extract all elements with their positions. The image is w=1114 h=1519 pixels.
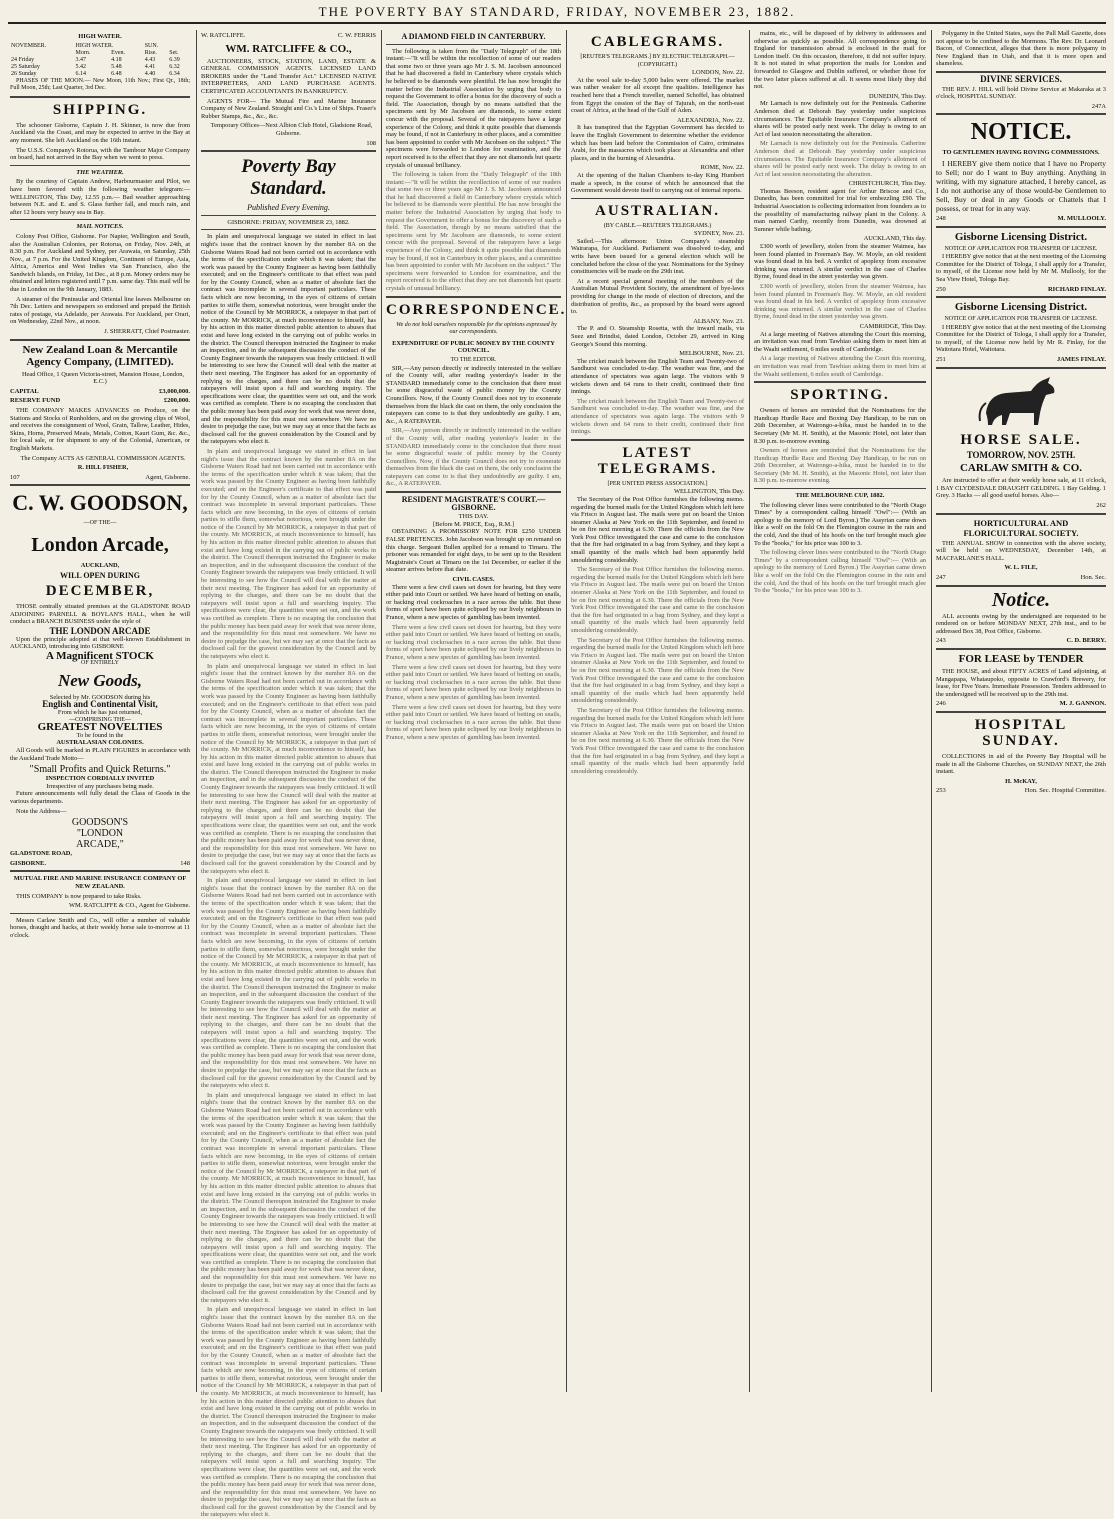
goodson-city: AUCKLAND, (80, 561, 120, 569)
goodson-comprising: —COMPRISING THE— (68, 716, 132, 723)
dateline: WELLINGTON, This Day. (674, 488, 744, 496)
divider (10, 219, 190, 220)
published-note: Published Every Evening. (247, 203, 330, 213)
licensing-text: I HEREBY give notice that at the next meeting of the Licensing Committee for the District of Tologa, I shall apply for a Transfer, to myself, of the License now held by Mr R. Finlay, for the Waitotara Hotel, Waitotara. (936, 323, 1106, 354)
dateline: ROME, Nov. 22. (700, 164, 744, 172)
goodson-text: THOSE centrally situated premises at the GLADSTONE ROAD ADJOINING PARNELL & BOYLAN'S HALL, when he will conduct a BRANCH BUSINESS under the style of (10, 603, 190, 626)
tide-table (10, 43, 190, 78)
divider (936, 113, 1106, 115)
ad-number: 108 (366, 139, 376, 147)
editorial-text: In plain and unequivocal language we stated in effect in last night's issue that the contract known by the number 8A on the Gisborne Waters Road had not been carried out in accordance with the terms of the specification under which it was taken; that the work was passed by the County Engineer as having been faithfully executed; and on the Engineer's certificate to that effect was paid for by the County Council, when as a matter of absolute fact the contract was incomplete in several important particulars. These facts which are now becoming, in the eyes of citizens of certain parties to stifle them, somewhat notorious, were brought under the notice of the Council by Mr MORRICK, a ratepayer in that part of the county. Mr MORRICK, at much inconvenience to himself, has by his action in this matter directed public attention to abuses that exist and have long existed in the carrying out of public works in the district. The Council thereupon instructed the Engineer to make an inspection, and in the subsequent discussion the conduct of the County Engineer towards the ratepayers was freely criticised. It will be interesting to see how the Council will deal with the matter at their next meeting. The Engineer has asked for an opportunity of replying to the charges, and there can be no doubt that the ratepayers will insist upon a full and searching inquiry. The specifications were clear, the quantities were set out, and the work was certified as complete. There is no escaping the conclusion that the public money has been paid away for work that was never done, and the responsibility for this must rest somewhere. We have no desire to prejudge the case, but we may say at once that the facts as disclosed call for the gravest consideration by the Council and by the ratepayers who elect it. (201, 877, 376, 1090)
tide-cell: 24 Friday (11, 56, 35, 63)
editorial-text: In plain and unequivocal language we stated in effect in last night's issue that the contract known by the number 8A on the Gisborne Waters Road had not been carried out in accordance with the terms of the specification under which it was taken; that the work was passed by the County Engineer as having been faithfully executed; and on the Engineer's certificate to that effect was paid for by the County Council, when as a matter of absolute fact the contract was incomplete in several important particulars. These facts which are now becoming, in the eyes of citizens of certain parties to stifle them, somewhat notorious, were brought under the notice of the Council by Mr MORRICK, a ratepayer in that part of the county. Mr MORRICK, at much inconvenience to himself, has by his action in this matter directed public attention to abuses that exist and have long existed in the carrying out of public works in the district. The Council thereupon instructed the Engineer to make an inspection, and in the subsequent discussion the conduct of the County Engineer towards the ratepayers was freely criticised. It will be interesting to see how the Council will deal with the matter at their next meeting. The Engineer has asked for an opportunity of replying to the charges, and there can be no doubt that the ratepayers will insist upon a full and searching inquiry. The specifications were clear, the quantities were set out, and the work was certified as complete. There is no escaping the conclusion that the public money has been paid away for work that was never done, and the responsibility for this must rest somewhere. We have no desire to prejudge the case, but we may say at once that the facts as disclosed call for the gravest consideration by the Council and by the ratepayers who elect it. (201, 662, 376, 875)
notice2-text: ALL accounts owing by the undersigned are requested to be rendered on or before MONDAY NEXT, 27th inst., and to be addressed Box 38, Post Office, Gisborne. (936, 612, 1106, 635)
cable-text: The P. and O. Steamship Rosetta, with the inward mails, via Suez and Brindisi, dated London, October 29, arrived in King George's Sound this morning. (571, 325, 744, 348)
value: £3,000,000. (159, 387, 190, 395)
tide-cell: 4.41 (144, 63, 156, 70)
court-text: OBTAINING A PROMISSORY NOTE FOR £250 UNDER FALSE PRETENCES. John Jacobson was brought up on remand on this charge. Sergeant Bullen applied for a remand to Timaru. The prisoner was remanded for eight days, to be sent up to the Resident Magistrate's Court at Timaru on the 1st December, or earlier if the steamer arrives before that date. (386, 528, 561, 574)
hort-text: THE ANNUAL SHOW in connection with the above society, will be held on WEDNESDAY, December 14th, at MACFARLANE'S HALL. (936, 539, 1106, 562)
divider (10, 913, 190, 914)
column-5 (754, 30, 926, 1395)
column-rule (196, 30, 197, 1392)
horse-firm: CARLAW SMITH & CO. (959, 462, 1083, 475)
editorial-text: In plain and unequivocal language we stated in effect in last night's issue that the contract known by the number 8A on the Gisborne Waters Road had not been carried out in accordance with the terms of the specification under which it was taken; that the work was passed by the County Engineer as having been faithfully executed; and on the Engineer's certificate to that effect was paid for by the County Council, when as a matter of absolute fact the contract was incomplete in several important particulars. These facts which are now becoming, in the eyes of citizens of certain parties to stifle them, somewhat notorious, were brought under the notice of the Council by Mr MORRICK, a ratepayer in that part of the county. Mr MORRICK, at much inconvenience to himself, has by his action in this matter directed public attention to abuses that exist and have long existed in the carrying out of public works in the district. The Council thereupon instructed the Engineer to make an inspection, and in the subsequent discussion the conduct of the County Engineer towards the ratepayers was freely criticised. It will be interesting to see how the Council will deal with the matter at their next meeting. The Engineer has asked for an opportunity of replying to the charges, and there can be no doubt that the ratepayers will insist upon a full and searching inquiry. The specifications were clear, the quantities were set out, and the work was certified as complete. There is no escaping the conclusion that the public money has been paid away for work that was never done, and the responsibility for this must rest somewhere. We have no desire to prejudge the case, but we may say at once that the facts as disclosed call for the gravest consideration by the Council and by the ratepayers who elect it. (201, 233, 376, 446)
tide-row (10, 57, 190, 64)
correspondence-note: We do not hold ourselves responsible for the opinions expressed by our correspondents. (396, 321, 557, 336)
tide-subheader: Rise. (144, 49, 157, 56)
divider (936, 585, 1106, 587)
label: RESERVE FUND (10, 397, 61, 405)
correspondence-text: SIR,—Any person directly or indirectly interested in the welfare of the County will, after reading yesterday's leader in the STANDARD immediately come to the conclusion that there must be some disgraceful waste of public money by the County Councillors. Now, if the County Council does not try to exonerate themselves from the black die cast on them, the only conclusion the ratepayers can come to is that they undoubtedly are guilty. I am, &c., A RATEPAYER. (386, 427, 561, 488)
tide-cell: 25 Saturday (11, 63, 40, 70)
nzloan-reserve (10, 397, 190, 405)
divider (754, 381, 926, 383)
goodson-footer (10, 860, 190, 868)
firm-name: C. W. FERRIS (337, 32, 376, 39)
divider (936, 226, 1106, 228)
goodson-entirely: OF ENTIRELY (81, 660, 119, 667)
divider (754, 488, 926, 489)
tide-subheader: Even. (111, 49, 125, 56)
tide-cell: 6.48 (111, 70, 122, 77)
licensing-footer (936, 356, 1106, 364)
goodson-note: Note the Address— (16, 807, 67, 815)
nzloan-title: New Zealand Loan & Mercantile Agency Company, (LIMITED). (22, 343, 178, 368)
sporting-text: Owners of horses are reminded that the Nominations for the Handicap Hurdle Race and Boxing Day Handicap, to be run on 26th December, at Wairongo-a-hika, must be handed in to the Secretary (Mr M. H. Smith), at the Masonic Hotel, not later than 8.30 p.m. to-morrow evening. (754, 407, 926, 445)
tide-cell: 4.18 (111, 56, 122, 63)
court-before: [Before M. PRICE, Esq., R.M.] (433, 520, 514, 528)
masthead-rule (8, 22, 1106, 24)
cable-text: Sailed.—This afternoon: Union Company's steamship Wairarapa, for Auckland. Parliament was dissolved to-day, and writs have been issued for a general election which will be concluded before the close of the year. Nominations for the Sydney constituencies will be made on the 29th inst. (571, 237, 744, 276)
notice-text: I HEREBY give them notice that I have no Property to Sell; nor do I want to Buy anything. Anything in writing, with my signature attached, I hereby cancel, as I do not authorise any of those would-be Gentlemen to Sell, Buy or deal in any Goods or Chattels that I possess, or treat for in any way. (936, 158, 1106, 213)
notice2-signature: C. D. BERRY. (1066, 637, 1106, 645)
column-3 (386, 30, 567, 1395)
label: CAPITAL (10, 387, 39, 395)
dateline: ALBANY, Nov. 23. (693, 317, 744, 325)
firm-agents: AGENTS FOR— The Mutual Fire and Marine Insurance Company of New Zealand. Straight and Co.'s Line of Ships. Fraser's Rubber Stamps, &c., &c., &c. (201, 97, 376, 120)
divider (10, 96, 190, 98)
latest-byline: [PER UNITED PRESS ASSOCIATION.] (607, 480, 708, 487)
civil-text: There were a few civil cases set down for hearing, but they were either paid into Court or settled. We have heard of betting on snails, or backing rival cockroaches in a race across the table. But these forms of sport have been quite eclipsed by our lively neighbours in France, where a new species of gambling has been invented. (386, 703, 561, 741)
divider (10, 484, 190, 486)
licensing-text: I HEREBY give notice that at the next meeting of the Licensing Committee for the District of Tologa, I shall apply for a Transfer, to myself, of the License now held by Mr M. Mullooly, for the Sea View Hotel, Tologa Bay. (936, 253, 1106, 283)
ad-number: 248 (936, 214, 946, 222)
goodson-visit: English and Continental Visit, (42, 699, 158, 710)
tide-cell: 4.40 (144, 70, 156, 77)
lease-title: FOR LEASE by TENDER (958, 652, 1084, 665)
licensing-signature: JAMES FINLAY. (1056, 356, 1106, 364)
column-rule (931, 30, 932, 1392)
shipping-text: The U.S.S. Company's Rotorua, with the Tambour Major Company on board, had not arrived in the Bay when we went to press. (10, 146, 190, 162)
tide-cell: 4.43 (144, 56, 156, 63)
mail-text: Colony Post Office, Gisborne. For Napier, Wellington and South, also the Australian Colonies, per Rotorua, on Friday, Nov. 24th, at 8.30 p.m. For Auckland and Sydney, per Arawata, on Saturday, 25th Nov., at 7 p.m. For the United Kingdom, Continent of Europe, Asia, Africa, America and West Indies via San Francisco, also the Sandwich Islands, on Friday, 1st Dec., at 8 p.m. Money orders may be obtained and letters registered until 7 p.m. same day. This mail will be due in London on the 9th January, 1883. (10, 232, 190, 294)
hospital-title: HOSPITAL SUNDAY. (974, 716, 1068, 749)
divider (571, 198, 744, 199)
mutual-text: Messrs Carlaw Smith and Co., will offer a number of valuable horses, draught and hacks, at their weekly horse sale to-morrow at 11 o'clock. (10, 916, 190, 939)
civil-text: There were a few civil cases set down for hearing, but they were either paid into Court or settled. We have heard of betting on snails, or backing rival cockroaches in a race across the table. But these forms of sport have been quite eclipsed by our lively neighbours in France, where a new species of gambling has been invented. (386, 663, 561, 701)
cable-text: At a recent special general meeting of the members of the Australian Mutual Provident Society, the amendment of bye-laws providing for change in the mode of election of directors, and the distribution of profits, &c., as proposed by the board were agreed to. (571, 277, 744, 316)
firm-title: WM. RATCLIFFE & CO., (225, 42, 352, 55)
column-2 (201, 30, 376, 1519)
divine-text: THE REV. J. HILL will hold Divine Service at Makaraka at 3 o'clock, HOSPITAL SUNDAY. (936, 85, 1106, 101)
goodson-text: Upon the principle adopted at that well-known Establishment in AUCKLAND, introducing into GISBORNE (10, 635, 190, 651)
notice2-footer (936, 637, 1106, 645)
civil-text: There were a few civil cases set down for hearing, but they were either paid into Court or settled. We have heard of betting on snails, or backing rival cockroaches in a race across the table. But these forms of sport have been quite eclipsed by our lively neighbours in France, where a new species of gambling has been invented. (386, 583, 561, 621)
goodson-motto: "Small Profits and Quick Returns." (29, 764, 171, 776)
cup-title: THE MELBOURNE CUP, 1882. (795, 492, 885, 500)
mutual-text: THIS COMPANY is now prepared to take Risks. (16, 892, 142, 900)
tide-title: HIGH WATER. (78, 33, 122, 40)
firm-text: AUCTIONEERS, STOCK, STATION, LAND, ESTATE & GENERAL COMMISSION AGENTS. LICENSED LAND BROKERS under the "Land Transfer Act." LICENSED NATIVE INTERPRETERS, AND LAND PURCHASE AGENTS. CERTIFICATED ACCOUNTANTS IN BANKRUPTCY. (201, 57, 376, 95)
notice-title: NOTICE. (970, 119, 1072, 146)
lease-signature: M. J. GANNON. (1059, 700, 1106, 708)
divider (10, 339, 190, 341)
paper-title: Poverty Bay Standard. (241, 156, 336, 200)
goodson-address: GISBORNE. (10, 859, 46, 867)
tide-cell: 5.42 (75, 63, 86, 70)
news-text: Mr Larnach is now definitely out for the Peninsula. Catherine Anderson died at Deborah Bay yesterday under suspicious circumstances. The Equitable Insurance Company's allotment of shares will be posted early next week. The delay is owing to an Act of last session necessitating the alteration. (754, 140, 926, 178)
cable-text: The Secretary of the Post Office furnishes the following memo. regarding the burned mails for the United Kingdom which left here via Frisco in August last. The mails were put on board the Union steamer Alaska at New York on the 11th September, and found to be on fire next morning at 6.30. There the officials from the New York Post Office investigated the case and came to the conclusion that the fire had originated in a bag from Sydney, and they kept a small quantity of the mails which had been apparently held smouldering considerably. (571, 495, 744, 564)
goodson-colonies: AUSTRALASIAN COLONIES. (56, 739, 144, 747)
divider (386, 296, 561, 298)
tide-cell: 6.39 (169, 56, 180, 63)
goodson-of: —OF THE— (83, 520, 117, 527)
goodson-marked: All Goods will be marked in PLAIN FIGURES in accordance with the Auckland Trade Motto— (10, 747, 190, 762)
divider (10, 165, 190, 166)
licensing-title: Gisborne Licensing District. (954, 301, 1088, 314)
dateline: CHRISTCHURCH, This Day. (848, 180, 926, 188)
cable-text: The cricket match between the English Team and Twenty-two of Sandhurst was concluded to-day. The weather was fine, and the attendance of spectators was again large. The visitors with 9 wickets down and 64 runs to their credit, continued their first innings. (571, 397, 744, 436)
ad-number: 250 (936, 285, 946, 293)
cup-text: The following clever lines were contributed to the "North Otago Times" by a correspondent calling himself "Owl":— (With an apology to the memory of Lord Byron.) The Assyrian came down like a wolf on the fold On the Flemington course in the rain and the cold, And the thud of his hoofs on the turf brought much glee To the "books," for his price was 100 to 3. (754, 501, 926, 547)
tide-cell: 6.32 (169, 63, 180, 70)
australian-title: AUSTRALIAN. (595, 202, 720, 219)
dateline: ALEXANDRIA, Nov. 22. (677, 116, 744, 124)
correspondence-subtitle: EXPENDITURE OF PUBLIC MONEY BY THE COUNTY COUNCIL. (392, 339, 555, 355)
firm-name: W. RATCLIFFE. (201, 32, 246, 39)
goodson-goods: New Goods, (57, 670, 143, 690)
dateline: MELBOURNE, Nov. 23. (679, 350, 744, 358)
hospital-signature: H. McKAY, (1005, 777, 1037, 785)
ad-number: 253 (936, 787, 946, 795)
tide-cell: 26 Sunday (11, 70, 37, 77)
divider (936, 367, 1106, 369)
divider (936, 513, 1106, 515)
divine-title: DIVINE SERVICES. (980, 73, 1062, 84)
ad-number: 246 (936, 700, 946, 708)
divider (201, 150, 376, 152)
licensing-subtitle: NOTICE OF APPLICATION FOR TRANSFER OF LICENSE. (944, 316, 1098, 323)
nzloan-footer (10, 474, 190, 482)
weather-title: THE WEATHER. (76, 168, 124, 176)
correspondence-title: CORRESPONDENCE. (386, 301, 567, 318)
mail-text: A steamer of the Peninsular and Oriental line leaves Melbourne on 7th Dec. Letters and newspapers so endorsed and prepaid the British rates of postage, via Adelaide, per Arawata. For Auckland, per Orari, on Wednesday, 22nd Nov., at noon. (10, 295, 190, 326)
column-rule (381, 30, 382, 1392)
ad-number: 247A (1091, 102, 1106, 110)
news-text: mains, etc., will be disposed of by delivery to addressees and otherwise as quickly as possible. All correspondence going to England for transmission abroad is enclosed in the mail for London itself. On this occasion, therefore, it did not suffer injury. It is not stated in what proportion the mails for London and forwarded to Glasgow and Dublin suffered, or whether those for the two latter places suffered at all. It seems most likely they did not. (754, 30, 926, 91)
cablegrams-byline: [REUTER'S TELEGRAMS.] BY ELECTRIC TELEGRAPH.—(COPYRIGHT.) (580, 54, 735, 68)
goodson-returned: From which he has just returned, (57, 709, 143, 717)
goodson-found: To be found in the (76, 731, 124, 739)
horse-text: Are instructed to offer at their weekly horse sale, at 11 o'clock, 1 BAY CLYDESDALE DRAUGHT GELDING. 1 Bay Gelding. 1 Grey. 3 Hacks — all good useful horses. Also— (936, 477, 1106, 500)
dateline: CAMBRIDGE, This Day. (859, 322, 926, 330)
goodson-style: THE LONDON ARCADE (49, 625, 151, 636)
news-text: At a large meeting of Natives attending the Court this morning, an invitation was read from Tawhiao asking them to meet him at the Waahi settlement, 6 miles south of Cambridge. (754, 355, 926, 378)
news-text: Mr Larnach is now definitely out for the Peninsula. Catherine Anderson died at Deborah Bay yesterday under suspicious circumstances. The Equitable Insurance Company's allotment of shares will be posted early next week. The delay is owing to an Act of last session necessitating the alteration. (754, 100, 926, 138)
cup-text: The following clever lines were contributed to the "North Otago Times" by a correspondent calling himself "Owl":— (With an apology to the memory of Lord Byron.) The Assyrian came down like a wolf on the fold On the Flemington course in the rain and the cold, And the thud of his hoofs on the turf brought much glee To the "books," for his price was 100 to 3. (754, 549, 926, 595)
value: £200,000. (164, 397, 190, 405)
firm-names (201, 32, 376, 40)
divider (936, 648, 1106, 650)
horse-date: TOMORROW, NOV. 25TH. (966, 449, 1076, 460)
cable-text: The Secretary of the Post Office furnishes the following memo. regarding the burned mails for the United Kingdom which left here via Frisco in August last. The mails were put on board the Union steamer Alaska at New York on the 11th September, and found to be on fire next morning at 6.30. There the officials from the New York Post Office investigated the case and came to the conclusion that the fire had originated in a bag from Sydney, and they kept a small quantity of the mails which had been apparently held smouldering considerably. (571, 636, 744, 705)
horse-title: HORSE SALE. (960, 431, 1082, 448)
notice-subtitle: TO GENTLEMEN HAVING ROVING COMMISSIONS. (942, 149, 1100, 157)
tide-subheader: Set. (169, 49, 179, 56)
sporting-text: Owners of horses are reminded that the Nominations for the Handicap Hurdle Race and Boxing Day Handicap, to be run on 26th December, at Wairongo-a-hika, must be handed in to the Secretary (Mr M. H. Smith), at the Masonic Hotel, not later than 8.30 p.m. to-morrow evening. (754, 447, 926, 485)
shipping-text: The schooner Gisborne, Captain J. H. Skinner, is now due from Auckland via the Coast, and may be expected to arrive in the Bay at any moment. She left Auckland on the 16th instant. (10, 121, 190, 144)
horse-icon (976, 373, 1066, 428)
ad-number: 107 (10, 473, 20, 481)
sporting-title: SPORTING. (790, 387, 890, 404)
column-4 (571, 30, 744, 1395)
court-title: RESIDENT MAGISTRATE'S COURT.—GISBORNE. (401, 495, 546, 512)
divider (386, 491, 561, 493)
civil-text: There were a few civil cases set down for hearing, but they were either paid into Court or settled. We have heard of betting on snails, or backing rival cockroaches in a race across the table. But these forms of sport have been quite eclipsed by our lively neighbours in France, where a new species of gambling has been invented. (386, 623, 561, 661)
licensing-signature: RICHARD FINLAY. (1047, 285, 1106, 293)
cable-text: At the wool sale to-day 5,000 bales were offered. The market was rather weaker for all except fine qualities. Intelligence has reached here that a French traveller, named Schoffel, has obtained from Egypt the cession of the Bay of Tajurah, on the north-east coast of Africa, at the head of the Gulf of Aden. (571, 76, 744, 115)
goodson-month: DECEMBER, (45, 583, 155, 600)
hort-signature: W. L. FILE, (1004, 564, 1038, 572)
nzloan-text: THE COMPANY MAKES ADVANCES on Produce, on the Stations and Stocks of Runholders, and on the growing clips of Wool, and receives the consignment of Wool, Grain, Tallow, Leather, Hides, Skins, Horns, Preserved Meats, Metals, Cotton, Kauri Gum, &c. &c., for local sale, or for shipment to any of the Colonial, American, or English Markets. (10, 407, 190, 452)
goodson-stock: A Magnificent STOCK (46, 649, 154, 662)
lease-footer (936, 700, 1106, 708)
tide-subheader: Morn. (75, 49, 91, 56)
column-rule (566, 30, 567, 1392)
ad-number: 251 (936, 356, 946, 364)
goodson-irrespective: Irrespective of any purchases being made. (46, 782, 154, 790)
licensing-title: Gisborne Licensing District. (954, 230, 1088, 243)
ad-number: 243 (936, 637, 946, 645)
dateline: LONDON, Nov. 22. (692, 69, 744, 77)
goodson-address: "LONDON (76, 828, 124, 840)
tide-cell: 3.47 (75, 56, 86, 63)
divider (936, 296, 1106, 298)
dateline: SYDNEY, Nov. 23. (693, 230, 744, 238)
shipping-title: SHIPPING. (52, 101, 148, 118)
goodson-novelties: GREATEST NOVELTIES (37, 721, 163, 734)
news-text: £300 worth of jewellery, stolen from the steamer Waimea, has been found planted in Freeman's Bay. W. Moyle, an old resident was found dead in his bed. A verdict of apoplexy from excessive drinking was returned. A similar verdict in the case of Charles Byrne, found dead in the street yesterday was given. (754, 283, 926, 321)
latest-title: LATEST TELEGRAMS. (597, 444, 718, 477)
tide-cell: 5.48 (111, 63, 122, 70)
tide-header: SUN. (144, 42, 159, 49)
news-text: £300 worth of jewellery, stolen from the steamer Waimea, has been found planted in Freeman's Bay. W. Moyle, an old resident was found dead in his bed. A verdict of apoplexy from excessive drinking was returned. A similar verdict in the case of Charles Byrne, found dead in the street yesterday was given. (754, 243, 926, 281)
weather-text: By the courtesy of Captain Andrew, Harbourmaster and Pilot, we have been favored with the following weather telegram:— WELLINGTON, This Day, 12.55 p.m.— Bad weather approaching between N.E. and E. and S. Glass further fall, and much rain, and after 12 hours very heavy sea in Bay. (10, 178, 190, 216)
licensing-footer (936, 286, 1106, 294)
goodson-address: ARCADE," (76, 839, 124, 851)
goodson-name: C. W. GOODSON, (12, 490, 188, 516)
cable-text: At the opening of the Italian Chambers to-day King Humbert made a speech, in the course of which he announced that the Government would devote itself to carrying out of internal reports. (571, 171, 744, 195)
nzloan-text: The Company ACTS AS GENERAL COMMISSION AGENTS. (20, 454, 186, 462)
goodson-future: Future announcements will fully detail the Class of Goods in the various departments. (10, 790, 190, 805)
cable-text: It has transpired that the Egyptian Government has decided to leave the English Government to determine whether the evidence which has been laid before the Commission of Cairo, criminates Arabi, for the massacres which took place at Alexandria and other places, and in the burning of Alexandria. (571, 124, 744, 162)
cable-text: The cricket match between the English Team and Twenty-two of Sandhurst was concluded to-day. The weather was fine, and the attendance of spectators was again large. The visitors with 9 wickets down and 64 runs to their credit, continued their first innings. (571, 357, 744, 396)
divider (10, 870, 190, 872)
tide-header: HIGH WATER. (75, 42, 114, 49)
goodson-selected: Selected by Mr. GOODSON during his (49, 693, 151, 701)
notice-footer (936, 215, 1106, 223)
cablegrams-title: CABLEGRAMS. (590, 34, 725, 50)
news-text: Polygamy in the United States, says the Pall Mall Gazette, does not appear to be confined to the Mormons. The Rev. Dr. Leonard Bacon, of Connecticut, alleges that there is more polygamy in New England than in Utah, and that it is more open and shameless. (936, 30, 1106, 68)
role: Agent, Gisborne. (145, 473, 190, 481)
dateline: DUNEDIN, This Day. (869, 92, 926, 100)
editorial-text: In plain and unequivocal language we stated in effect in last night's issue that the contract known by the number 8A on the Gisborne Waters Road had not been carried out in accordance with the terms of the specification under which it was taken; that the work was passed by the County Engineer as having been faithfully executed; and on the Engineer's certificate to that effect was paid for by the County Council, when as a matter of absolute fact the contract was incomplete in several important particulars. These facts which are now becoming, in the eyes of citizens of certain parties to stifle them, somewhat notorious, were brought under the notice of the Council by Mr MORRICK, a ratepayer in that part of the county. Mr MORRICK, at much inconvenience to himself, has by his action in this matter directed public attention to abuses that exist and have long existed in the carrying out of public works in the district. The Council thereupon instructed the Engineer to make an inspection, and in the subsequent discussion the conduct of the County Engineer towards the ratepayers was freely criticised. It will be interesting to see how the Council will deal with the matter at their next meeting. The Engineer has asked for an opportunity of replying to the charges, and there can be no doubt that the ratepayers will insist upon a full and searching inquiry. The specifications were clear, the quantities were set out, and the work was certified as complete. There is no escaping the conclusion that the public money has been paid away for work that was never done, and the responsibility for this must rest somewhere. We have no desire to prejudge the case, but we may say at once that the facts as disclosed call for the gravest consideration by the Council and by the ratepayers who elect it. (201, 447, 376, 660)
firm-office: Temporary Offices—Next Albion Club Hotel, Gladstone Road, Gisborne. (210, 122, 373, 137)
hort-title: HORTICULTURAL AND FLORICULTURAL SOCIETY. (963, 517, 1079, 538)
ad-number: 148 (180, 859, 190, 867)
cable-text: The Secretary of the Post Office furnishes the following memo. regarding the burned mails for the United Kingdom which left here via Frisco in August last. The mails were put on board the Union steamer Alaska at New York on the 11th September, and found to be on fire next morning at 6.30. There the officials from the New York Post Office investigated the case and came to the conclusion that the fire had originated in a bag from Sydney, and they kept a small quantity of the mails which had been apparently held smouldering considerably. (571, 706, 744, 775)
nzloan-signature: R. HILL FISHER, (77, 464, 129, 472)
mail-signature: J. SHERRATT, Chief Postmaster. (104, 328, 190, 336)
hospital-footer (936, 787, 1106, 795)
diamond-text: The following is taken from the "Daily Telegraph" of the 18th instant:—"It will be within the recollection of some of our readers that some two or three years ago Mr J. S. M. Jacobsen announced that he had discovered a field in Canterbury where crystals which he believed to be diamonds were plentiful. He has now brought the matter before the Industrial Association by urging that body to request the Government to offer a bonus for the discovery of such a field. The Association, though by no means satisfied that the specimens sent by Mr Jacobsen are diamonds, to some extent concur with the proposal. Several of the ratepayers have a large experience of the Colony, and think it quite possible that diamonds may be found, if not in Canterbury in other places, and a committee has been appointed to confer with Mr Jacobsen on the subject." The specimens were forwarded to London for examination, and the report received is to the effect that they are not diamonds but quartz crystals of unusual brilliancy. (386, 47, 561, 169)
australian-byline: (BY CABLE.—REUTER'S TELEGRAMS.) (603, 222, 712, 229)
column-6 (936, 30, 1106, 1395)
news-text: At a large meeting of Natives attending the Court this morning, an invitation was read from Tawhiao asking them to meet him at the Waahi settlement, 6 miles south of Cambridge. (754, 330, 926, 353)
dateline: GISBORNE: FRIDAY, NOVEMBER 23, 1882. (227, 218, 350, 226)
cable-text: The Secretary of the Post Office furnishes the following memo. regarding the burned mails for the United Kingdom which left here via Frisco in August last. The mails were put on board the Union steamer Alaska at New York on the 11th September, and found to be on fire next morning at 6.30. There the officials from the New York Post Office investigated the case and came to the conclusion that the fire had originated in a bag from Sydney, and they kept a small quantity of the mails which had been apparently held smouldering considerably. (571, 566, 744, 634)
divider (936, 711, 1106, 713)
goodson-address: GOODSON'S (71, 817, 129, 829)
goodson-invited: INSPECTION CORDIALLY INVITED (45, 775, 155, 783)
mutual-agent: WM. RATCLIFFE & CO., Agent for Gisborne. (68, 902, 190, 910)
civil-title: CIVIL CASES. (452, 576, 495, 583)
ad-number: 247 (936, 574, 946, 581)
dateline: AUCKLAND, This day. (863, 235, 926, 243)
goodson-open: WILL OPEN DURING (59, 570, 140, 580)
column-rule (749, 30, 750, 1392)
editorial-text: In plain and unequivocal language we stated in effect in last night's issue that the contract known by the number 8A on the Gisborne Waters Road had not been carried out in accordance with the terms of the specification under which it was taken; that the work was passed by the County Engineer as having been faithfully executed; and on the Engineer's certificate to that effect was paid for by the County Council, when as a matter of absolute fact the contract was incomplete in several important particulars. These facts which are now becoming, in the eyes of citizens of certain parties to stifle them, somewhat notorious, were brought under the notice of the Council by Mr MORRICK, a ratepayer in that part of the county. Mr MORRICK, at much inconvenience to himself, has by his action in this matter directed public attention to abuses that exist and have long existed in the carrying out of public works in the district. The Council thereupon instructed the Engineer to make an inspection, and in the subsequent discussion the conduct of the County Engineer towards the ratepayers was freely criticised. It will be interesting to see how the Council will deal with the matter at their next meeting. The Engineer has asked for an opportunity of replying to the charges, and there can be no doubt that the ratepayers will insist upon a full and searching inquiry. The specifications were clear, the quantities were set out, and the work was certified as complete. There is no escaping the conclusion that the public money has been paid away for work that was never done, and the responsibility for this must rest somewhere. We have no desire to prejudge the case, but we may say at once that the facts as disclosed call for the gravest consideration by the Council and by the ratepayers who elect it. (201, 1306, 376, 1519)
role: Hon. Sec. (1080, 574, 1106, 581)
editorial-text: In plain and unequivocal language we stated in effect in last night's issue that the contract known by the number 8A on the Gisborne Waters Road had not been carried out in accordance with the terms of the specification under which it was taken; that the work was passed by the County Engineer as having been faithfully executed; and on the Engineer's certificate to that effect was paid for by the County Council, when as a matter of absolute fact the contract was incomplete in several important particulars. These facts which are now becoming, in the eyes of citizens of certain parties to stifle them, somewhat notorious, were brought under the notice of the Council by Mr MORRICK, a ratepayer in that part of the county. Mr MORRICK, at much inconvenience to himself, has by his action in this matter directed public attention to abuses that exist and have long existed in the carrying out of public works in the district. The Council thereupon instructed the Engineer to make an inspection, and in the subsequent discussion the conduct of the County Engineer towards the ratepayers was freely criticised. It will be interesting to see how the Council will deal with the matter at their next meeting. The Engineer has asked for an opportunity of replying to the charges, and there can be no doubt that the ratepayers will insist upon a full and searching inquiry. The specifications were clear, the quantities were set out, and the work was certified as complete. There is no escaping the conclusion that the public money has been paid away for work that was never done, and the responsibility for this must rest somewhere. We have no desire to prejudge the case, but we may say at once that the facts as disclosed call for the gravest consideration by the Council and by the ratepayers who elect it. (201, 1091, 376, 1304)
licensing-subtitle: NOTICE OF APPLICATION FOR TRANSFER OF LICENSE. (944, 245, 1098, 252)
tide-subheader (10, 50, 75, 57)
notice-signature: M. MULLOOLY. (1057, 214, 1106, 222)
nzloan-capital (10, 388, 190, 396)
lease-text: THE HOUSE, and about FIFTY ACRES of Land adjoining, at Mangapapa, Whataupoko, opposite to Crawford's Brewery, for lease, for Five Years. Immediate Possession. Tenders addressed to the undersigned will be received up to the 29th inst. (936, 667, 1106, 698)
tide-header: NOVEMBER. (11, 42, 47, 49)
news-text: Thomas Beeson, resident agent for Arthur Briscoe and Co., Dunedin, has been committed for trial for embezzling £90. The Industrial Association is collecting information from founders as to the possibility of manufacturing railway plant in the Colony. A man named Carthy, recently from Dunedin, was drowned at Sumner while bathing. (754, 187, 926, 233)
ad-number: 262 (1096, 502, 1106, 510)
divider (201, 229, 376, 230)
mutual-title: MUTUAL FIRE AND MARINE INSURANCE COMPANY OF NEW ZEALAND. (13, 875, 187, 890)
notice2-title: Notice. (991, 588, 1051, 611)
goodson-address: GLADSTONE ROAD, (10, 850, 73, 858)
tide-cell: 6.34 (169, 70, 180, 77)
goodson-arcade: London Arcade, (31, 533, 169, 556)
masthead: THE POVERTY BAY STANDARD, FRIDAY, NOVEMBER 23, 1882. (318, 4, 796, 19)
divider (386, 44, 561, 45)
diamond-text: The following is taken from the "Daily Telegraph" of the 18th instant:—"It will be within the recollection of some of our readers that some two or three years ago Mr J. S. M. Jacobsen announced that he had discovered a field in Canterbury where crystals which he believed to be diamonds were plentiful. He has now brought the matter before the Industrial Association by urging that body to request the Government to offer a bonus for the discovery of such a field. The Association, though by no means satisfied that the specimens sent by Mr Jacobsen are diamonds, to some extent concur with the proposal. Several of the ratepayers have a large experience of the Colony, and think it quite possible that diamonds may be found, if not in Canterbury in other places, and a committee has been appointed to confer with Mr Jacobsen on the subject." The specimens were forwarded to London for examination, and the report received is to the effect that they are not diamonds but quartz crystals of unusual brilliancy. (386, 171, 561, 292)
hospital-text: COLLECTIONS in aid of the Poverty Bay Hospital will be made in all the Gisborne Churches, on SUNDAY NEXT, the 26th instant. (936, 752, 1106, 776)
column-1 (10, 30, 190, 1395)
tide-note: PHASES OF THE MOON.— New Moon, 11th Nov.; First Qr., 18th; Full Moon, 25th; Last Quarter, 3rd Dec. (10, 77, 190, 92)
tide-cell: 6.14 (75, 70, 86, 77)
tide-row (10, 64, 190, 71)
divider (201, 215, 376, 216)
court-day: THIS DAY. (458, 513, 489, 521)
divider (571, 439, 744, 441)
diamond-title: A DIAMOND FIELD IN CANTERBURY. (401, 32, 546, 41)
mail-title: MAIL NOTICES. (76, 223, 124, 231)
correspondence-to: TO THE EDITOR. (450, 356, 497, 363)
tide-row (10, 71, 190, 78)
role: Hon. Sec. Hospital Committee. (1024, 787, 1106, 795)
hort-footer (936, 574, 1106, 582)
nzloan-office: Head Office, 1 Queen Victoria-street, Mansion House, London, E.C.) (21, 370, 185, 386)
correspondence-text: SIR,—Any person directly or indirectly interested in the welfare of the County will, after reading yesterday's leader in the STANDARD immediately come to the conclusion that there must be some disgraceful waste of public money by the County Councillors. Now, if the County Council does not try to exonerate themselves from the black die cast on them, the only conclusion the ratepayers can come to is that they undoubtedly are guilty. I am, &c., A RATEPAYER. (386, 364, 561, 425)
divider (936, 71, 1106, 73)
